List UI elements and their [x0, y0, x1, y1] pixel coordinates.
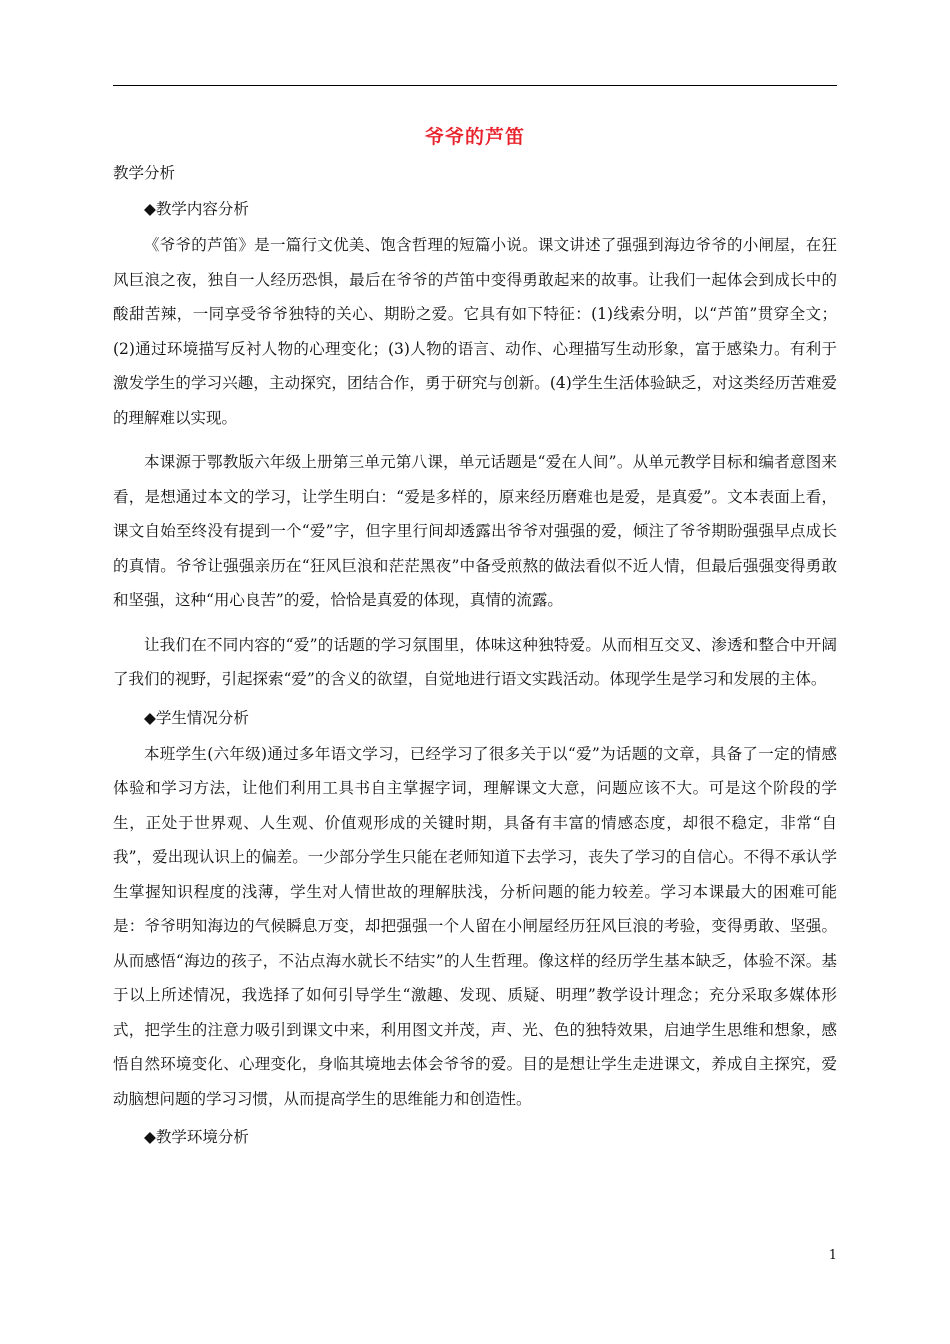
- paragraph-content-3: 让我们在不同内容的“爱”的话题的学习氛围里，体味这种独特爱。从而相互交叉、渗透和整合中开阔了我们的视野，引起探索“爱”的含义的欲望，自觉地进行语文实践活动。体现学生是学习和发展的主体。: [113, 635, 837, 688]
- page-number: 1: [828, 1248, 837, 1263]
- subheading-environment-analysis: ◆教学环境分析: [144, 1128, 249, 1146]
- paragraph-student-1: 本班学生(六年级)通过多年语文学习，已经学习了很多关于以“爱”为话题的文章，具备了一定的情感体验和学习方法，让他们利用工具书自主掌握字词，理解课文大意，问题应该不大。可是这个阶段的学生，正处于世界观、人生观、价值观形成的关键时期，具备有丰富的情感态度，却很不稳定，非常“自我”，爱出现认识上的偏差。一少部分学生只能在老师知道下去学习，丧失了学习的自信心。不得不承认学生掌握知识程度的浅薄，学生对人情世故的理解肤浅，分析问题的能力较差。学习本课最大的困难可能是：爷爷明知海边的气候瞬息万变，却把强强一个人留在小闸屋经历狂风巨浪的考验，变得勇敢、坚强。从而感悟“海边的孩子，不沾点海水就长不结实”的人生哲理。像这样的经历学生基本缺乏，体验不深。基于以上所述情况，我选择了如何引导学生“激趣、发现、质疑、明理”教学设计理念；充分采取多媒体形式，把学生的注意力吸引到课文中来，利用图文并茂，声、光、色的独特效果，启迪学生思维和想象，感悟自然环境变化、心理变化，身临其境地去体会爷爷的爱。目的是想让学生走进课文，养成自主探究，爱动脑想问题的学习习惯，从而提高学生的思维能力和创造性。: [113, 744, 837, 1108]
- paragraph-content-1: 《爷爷的芦笛》是一篇行文优美、饱含哲理的短篇小说。课文讲述了强强到海边爷爷的小闸屋，在狂风巨浪之夜，独自一人经历恐惧，最后在爷爷的芦笛中变得勇敢起来的故事。让我们一起体会到成长中的酸甜苦辣，一同享受爷爷独特的关心、期盼之爱。它具有如下特征：(1)线索分明，以“芦笛”贯穿全文；(2)通过环境描写反衬人物的心理变化；(3)人物的语言、动作、心理描写生动形象，富于感染力。有利于激发学生的学习兴趣，主动探究，团结合作，勇于研究与创新。(4)学生生活体验缺乏，对这类经历苦难爱的理解难以实现。: [113, 236, 837, 427]
- paragraph-content-2: 本课源于鄂教版六年级上册第三单元第八课，单元话题是“爱在人间”。从单元教学目标和编者意图来看，是想通过本文的学习，让学生明白：“爱是多样的，原来经历磨难也是爱，是真爱”。文本表面上看，课文自始至终没有提到一个“爱”字，但字里行间却透露出爷爷对强强的爱，倾注了爷爷期盼强强早点成长的真情。爷爷让强强亲历在“狂风巨浪和茫茫黑夜”中备受煎熬的做法看似不近人情，但最后强强变得勇敢和坚强，这种“用心良苦”的爱，恰恰是真爱的体现，真情的流露。: [113, 453, 837, 609]
- document-body: [113, 158, 837, 1152]
- section-heading: 教学分析: [113, 164, 176, 182]
- header-rule: [113, 85, 837, 86]
- subheading-student-analysis: ◆学生情况分析: [144, 708, 249, 727]
- document-title: 爷爷的芦笛: [424, 126, 525, 148]
- subheading-content-analysis: ◆教学内容分析: [144, 200, 249, 218]
